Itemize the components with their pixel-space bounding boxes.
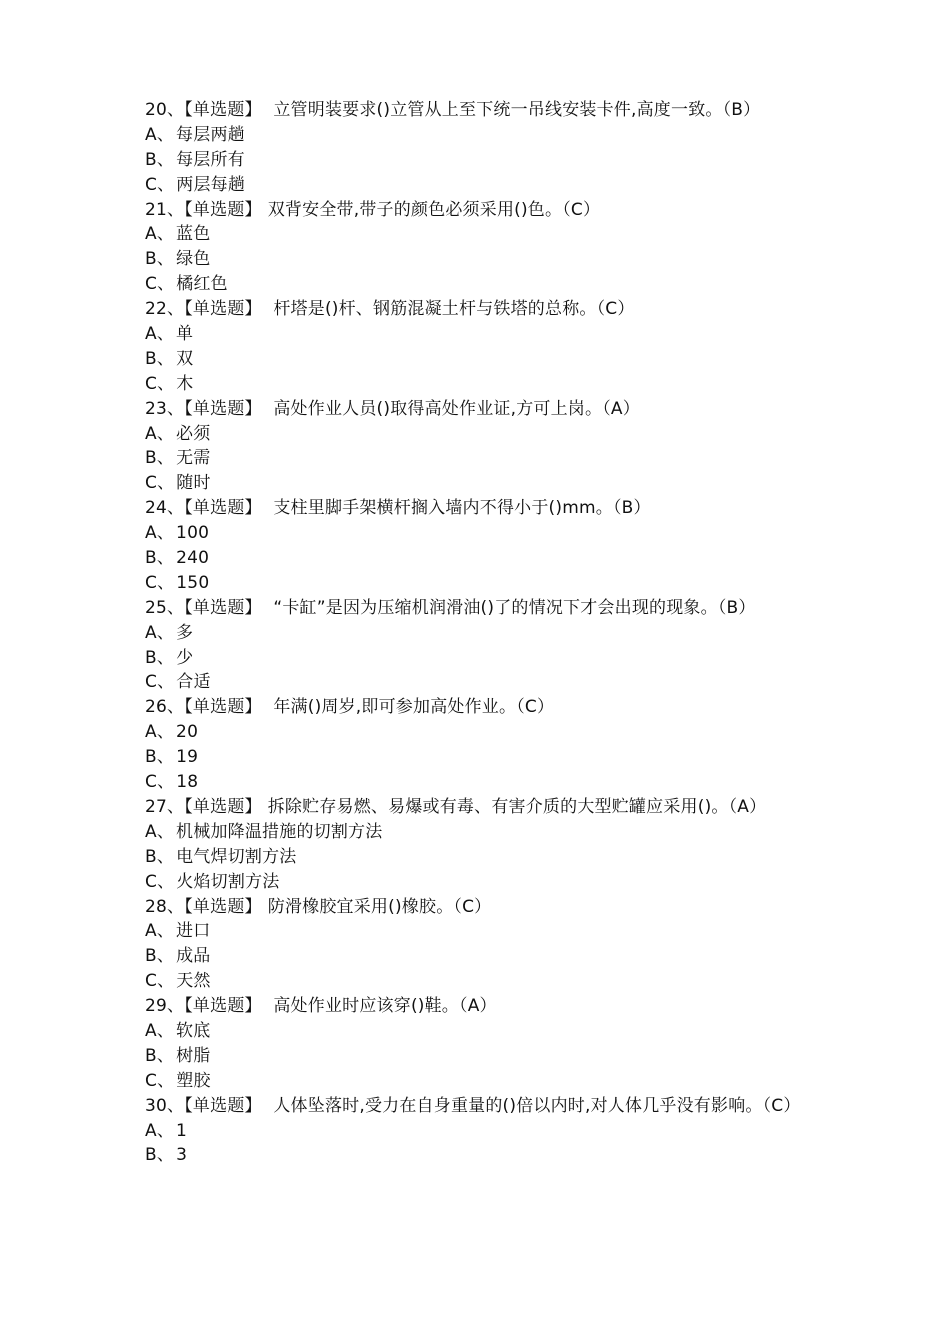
question-text: 高处作业时应该穿()鞋。 xyxy=(267,996,460,1017)
option-text: 木 xyxy=(176,373,194,394)
option-letter: C xyxy=(145,174,158,195)
option-item xyxy=(145,272,825,297)
option-item xyxy=(145,347,825,372)
option-separator: 、 xyxy=(156,523,175,544)
option-item xyxy=(145,845,825,870)
option-text: 蓝色 xyxy=(176,224,211,245)
option-item xyxy=(145,1119,825,1144)
option-text: 电气焊切割方法 xyxy=(176,846,297,867)
question-type-tag: 【单选题】 xyxy=(184,100,262,120)
option-item xyxy=(145,1069,825,1094)
option-item xyxy=(145,745,825,770)
option-letter: C xyxy=(145,871,158,892)
question-number: 23、 xyxy=(145,398,185,419)
option-letter: A xyxy=(145,821,157,842)
question-text: 高处作业人员()取得高处作业证,方可上岗。 xyxy=(267,398,603,419)
option-letter: C xyxy=(145,772,158,793)
option-item xyxy=(145,372,825,397)
option-item xyxy=(145,770,825,795)
question-number: 30、 xyxy=(145,1095,185,1116)
question-number: 29、 xyxy=(145,996,185,1017)
option-letter: A xyxy=(145,622,157,643)
option-item xyxy=(145,222,825,247)
option-letter: B xyxy=(145,149,157,170)
option-letter: B xyxy=(145,548,157,569)
option-separator: 、 xyxy=(156,149,175,170)
option-separator: 、 xyxy=(156,622,175,643)
question-type-tag: 【单选题】 xyxy=(184,398,262,419)
option-separator: 、 xyxy=(156,1145,175,1166)
option-separator: 、 xyxy=(156,249,175,270)
option-text: 240 xyxy=(176,548,210,569)
option-separator: 、 xyxy=(156,647,175,668)
question-block xyxy=(145,895,825,995)
option-letter: C xyxy=(145,572,158,593)
option-text: 19 xyxy=(176,747,199,768)
question-block xyxy=(145,297,825,397)
option-letter: A xyxy=(145,1020,157,1041)
option-item xyxy=(145,471,825,496)
question-text: 立管明装要求()立管从上至下统一吊线安装卡件,高度一致。 xyxy=(267,100,723,120)
option-item xyxy=(145,820,825,845)
option-text: 18 xyxy=(176,772,199,793)
question-answer: （A） xyxy=(459,996,497,1017)
question-block xyxy=(145,596,825,696)
option-letter: B xyxy=(145,846,157,867)
option-separator: 、 xyxy=(156,1020,175,1041)
option-text: 两层每趟 xyxy=(176,174,246,195)
question-number: 25、 xyxy=(145,597,185,618)
option-separator: 、 xyxy=(157,174,175,195)
option-text: 无需 xyxy=(176,448,211,469)
option-item xyxy=(145,148,825,173)
option-letter: B xyxy=(145,249,157,270)
option-separator: 、 xyxy=(157,1070,175,1091)
question-block xyxy=(145,994,825,1094)
question-answer: （A） xyxy=(602,398,640,419)
question-number: 24、 xyxy=(145,498,185,519)
question-type-tag: 【单选题】 xyxy=(184,299,262,320)
option-item xyxy=(145,944,825,969)
question-text: 防滑橡胶宜采用()橡胶。 xyxy=(267,896,454,917)
option-text: 少 xyxy=(176,647,194,668)
option-letter: A xyxy=(145,1120,157,1141)
option-separator: 、 xyxy=(157,871,175,892)
option-item xyxy=(145,1143,825,1168)
question-stem xyxy=(145,198,825,223)
option-separator: 、 xyxy=(156,348,175,369)
option-letter: C xyxy=(145,274,158,295)
question-type-tag: 【单选题】 xyxy=(184,796,262,817)
option-text: 软底 xyxy=(176,1020,211,1041)
option-separator: 、 xyxy=(156,324,175,345)
option-item xyxy=(145,919,825,944)
question-text: 年满()周岁,即可参加高处作业。 xyxy=(267,697,517,718)
option-text: 绿色 xyxy=(176,249,211,270)
option-letter: A xyxy=(145,224,157,245)
option-item xyxy=(145,646,825,671)
option-text: 单 xyxy=(176,324,194,345)
question-type-tag: 【单选题】 xyxy=(184,597,262,618)
option-text: 天然 xyxy=(176,971,211,992)
option-item xyxy=(145,173,825,198)
option-letter: C xyxy=(145,473,158,494)
option-letter: C xyxy=(145,1070,158,1091)
option-text: 机械加降温措施的切割方法 xyxy=(176,821,383,842)
option-separator: 、 xyxy=(156,448,175,469)
option-letter: B xyxy=(145,448,157,469)
question-stem xyxy=(145,98,825,123)
option-letter: A xyxy=(145,921,157,942)
question-answer: （C） xyxy=(453,896,492,917)
question-text: 杆塔是()杆、钢筋混凝土杆与铁塔的总称。 xyxy=(267,299,597,320)
option-text: 塑胶 xyxy=(176,1070,211,1091)
option-letter: A xyxy=(145,423,157,444)
option-text: 150 xyxy=(176,572,210,593)
option-separator: 、 xyxy=(156,1120,175,1141)
option-letter: A xyxy=(145,124,157,145)
option-text: 每层所有 xyxy=(176,149,245,170)
question-number: 27、 xyxy=(145,796,185,817)
option-item xyxy=(145,621,825,646)
option-item xyxy=(145,322,825,347)
option-separator: 、 xyxy=(157,473,175,494)
option-separator: 、 xyxy=(156,821,175,842)
question-type-tag: 【单选题】 xyxy=(184,1095,262,1116)
option-letter: B xyxy=(145,747,157,768)
option-separator: 、 xyxy=(157,772,175,793)
question-stem xyxy=(145,596,825,621)
option-item xyxy=(145,670,825,695)
question-stem xyxy=(145,795,825,820)
option-separator: 、 xyxy=(156,423,175,444)
option-separator: 、 xyxy=(156,548,175,569)
option-separator: 、 xyxy=(157,274,175,295)
option-separator: 、 xyxy=(156,921,175,942)
question-stem xyxy=(145,496,825,521)
option-letter: A xyxy=(145,523,157,544)
option-text: 20 xyxy=(176,722,199,743)
question-number: 22、 xyxy=(145,299,185,320)
question-block xyxy=(145,795,825,895)
question-number: 20、 xyxy=(145,100,185,120)
option-item xyxy=(145,123,825,148)
question-number: 21、 xyxy=(145,199,185,220)
option-text: 1 xyxy=(176,1120,188,1141)
option-separator: 、 xyxy=(156,224,175,245)
option-text: 100 xyxy=(176,523,210,544)
option-separator: 、 xyxy=(156,946,175,967)
option-separator: 、 xyxy=(157,373,175,394)
option-text: 随时 xyxy=(176,473,211,494)
question-text: 双背安全带,带子的颜色必须采用()色。 xyxy=(267,199,563,220)
option-letter: B xyxy=(145,647,157,668)
option-letter: A xyxy=(145,324,157,345)
option-separator: 、 xyxy=(157,672,175,693)
question-type-tag: 【单选题】 xyxy=(184,498,262,519)
question-stem xyxy=(145,994,825,1019)
question-text: 支柱里脚手架横杆搁入墙内不得小于()mm。 xyxy=(267,498,613,519)
question-answer: （C） xyxy=(596,299,635,320)
option-separator: 、 xyxy=(156,722,175,743)
option-item xyxy=(145,422,825,447)
question-answer: （C） xyxy=(516,697,555,718)
question-stem xyxy=(145,895,825,920)
question-text: 拆除贮存易燃、易爆或有毒、有害介质的大型贮罐应采用()。 xyxy=(267,796,729,817)
option-letter: B xyxy=(145,1045,157,1066)
question-stem xyxy=(145,397,825,422)
question-block xyxy=(145,695,825,795)
option-item xyxy=(145,1019,825,1044)
option-separator: 、 xyxy=(156,1045,175,1066)
question-block xyxy=(145,98,825,198)
option-letter: C xyxy=(145,971,158,992)
question-type-tag: 【单选题】 xyxy=(184,697,262,718)
question-answer: （A） xyxy=(728,796,767,817)
question-type-tag: 【单选题】 xyxy=(184,199,262,220)
question-type-tag: 【单选题】 xyxy=(184,896,262,917)
question-block xyxy=(145,496,825,596)
option-text: 树脂 xyxy=(176,1045,211,1066)
question-answer: （C） xyxy=(562,199,601,220)
option-letter: C xyxy=(145,672,158,693)
option-separator: 、 xyxy=(156,124,175,145)
option-item xyxy=(145,969,825,994)
option-item xyxy=(145,870,825,895)
option-item xyxy=(145,1044,825,1069)
question-answer: （C） xyxy=(762,1095,801,1116)
option-text: 必须 xyxy=(176,423,211,444)
option-item xyxy=(145,571,825,596)
option-letter: C xyxy=(145,373,158,394)
question-stem xyxy=(145,695,825,720)
option-letter: B xyxy=(145,348,157,369)
option-letter: B xyxy=(145,946,157,967)
option-separator: 、 xyxy=(157,971,175,992)
question-text: 人体坠落时,受力在自身重量的()倍以内时,对人体几乎没有影响。 xyxy=(267,1095,763,1116)
question-text: “卡缸”是因为压缩机润滑油()了的情况下才会出现的现象。 xyxy=(267,597,718,618)
option-separator: 、 xyxy=(156,747,175,768)
option-item xyxy=(145,446,825,471)
option-separator: 、 xyxy=(157,572,175,593)
question-block xyxy=(145,1094,825,1169)
option-text: 合适 xyxy=(176,672,211,693)
option-text: 每层两趟 xyxy=(176,124,245,145)
option-text: 橘红色 xyxy=(176,274,228,295)
option-text: 3 xyxy=(176,1145,188,1166)
option-text: 火焰切割方法 xyxy=(176,871,280,892)
option-item xyxy=(145,546,825,571)
option-letter: B xyxy=(145,1145,157,1166)
option-separator: 、 xyxy=(156,846,175,867)
question-stem xyxy=(145,1094,825,1119)
option-text: 成品 xyxy=(176,946,211,967)
question-answer: （B） xyxy=(717,597,756,618)
question-number: 26、 xyxy=(145,697,185,718)
question-block xyxy=(145,397,825,497)
question-block xyxy=(145,198,825,298)
option-item xyxy=(145,247,825,272)
question-number: 28、 xyxy=(145,896,185,917)
question-type-tag: 【单选题】 xyxy=(184,996,262,1017)
option-text: 进口 xyxy=(176,921,211,942)
option-text: 多 xyxy=(176,622,194,643)
option-item xyxy=(145,521,825,546)
question-list xyxy=(145,98,825,1168)
question-answer: （B） xyxy=(722,100,761,120)
option-text: 双 xyxy=(176,348,194,369)
option-item xyxy=(145,720,825,745)
question-stem xyxy=(145,297,825,322)
option-letter: A xyxy=(145,722,157,743)
question-answer: （B） xyxy=(612,498,651,519)
